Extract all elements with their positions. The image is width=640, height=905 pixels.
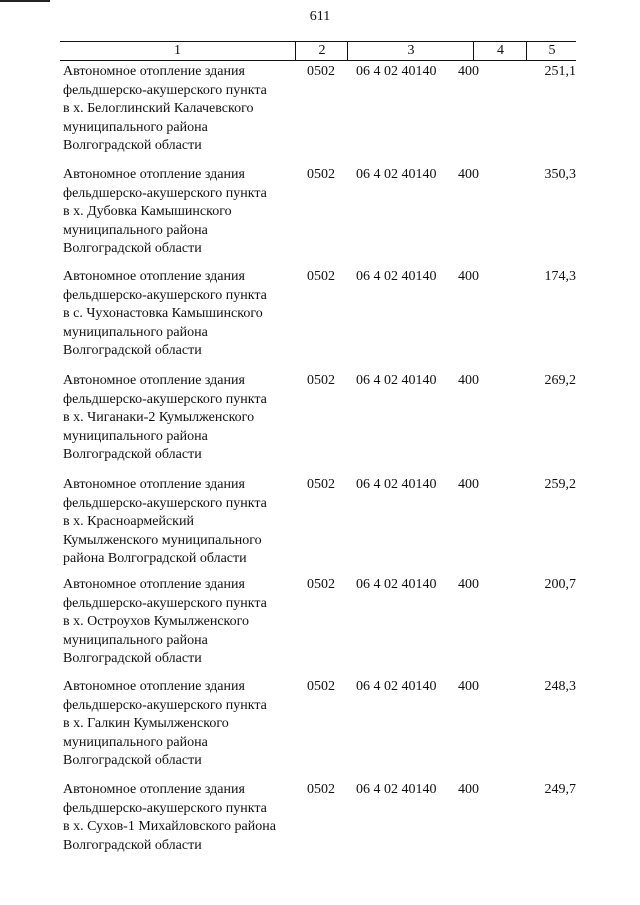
section-code: 0502 [307, 679, 335, 694]
expense-type-code: 400 [458, 64, 479, 79]
amount: 249,7 [544, 782, 576, 797]
column-header-3: 3 [347, 42, 474, 60]
amount: 200,7 [544, 577, 576, 592]
row-description: Автономное отопление здания фельдшерско-акушерского пункта в с. Чухонастовка Камышинского муниципального района Волгоградской области [63, 269, 267, 358]
amount: 174,3 [544, 269, 576, 284]
section-code: 0502 [307, 64, 335, 79]
row-description: Автономное отопление здания фельдшерско-акушерского пункта в х. Чиганаки-2 Кумылженского муниципального района Волгоградской области [63, 373, 267, 462]
row-description: Автономное отопление здания фельдшерско-акушерского пункта в х. Белоглинский Калачевского муниципального района Волгоградской области [63, 64, 267, 153]
section-code: 0502 [307, 269, 335, 284]
section-code: 0502 [307, 167, 335, 182]
row-description: Автономное отопление здания фельдшерско-акушерского пункта в х. Дубовка Камышинского муниципального района Волгоградской области [63, 167, 267, 256]
section-code: 0502 [307, 373, 335, 388]
column-header-2: 2 [295, 42, 348, 60]
amount: 350,3 [544, 167, 576, 182]
amount: 248,3 [544, 679, 576, 694]
target-article-code: 06 4 02 40140 [356, 64, 437, 79]
target-article-code: 06 4 02 40140 [356, 373, 437, 388]
row-description: Автономное отопление здания фельдшерско-акушерского пункта в х. Галкин Кумылженского муниципального района Волгоградской области [63, 679, 267, 768]
target-article-code: 06 4 02 40140 [356, 577, 437, 592]
column-header-5: 5 [526, 42, 577, 60]
expense-type-code: 400 [458, 269, 479, 284]
column-header-4: 4 [473, 42, 527, 60]
table-header [60, 42, 576, 61]
target-article-code: 06 4 02 40140 [356, 477, 437, 492]
target-article-code: 06 4 02 40140 [356, 679, 437, 694]
section-code: 0502 [307, 577, 335, 592]
corner-mark [0, 0, 50, 2]
row-description: Автономное отопление здания фельдшерско-акушерского пункта в х. Красноармейский Кумылженского муниципального района Волгоградской области [63, 477, 267, 566]
target-article-code: 06 4 02 40140 [356, 782, 437, 797]
target-article-code: 06 4 02 40140 [356, 269, 437, 284]
expense-type-code: 400 [458, 477, 479, 492]
row-description: Автономное отопление здания фельдшерско-акушерского пункта в х. Остроухов Кумылженского муниципального района Волгоградской области [63, 577, 267, 666]
expense-type-code: 400 [458, 577, 479, 592]
column-header-1: 1 [174, 43, 181, 58]
expense-type-code: 400 [458, 679, 479, 694]
target-article-code: 06 4 02 40140 [356, 167, 437, 182]
expense-type-code: 400 [458, 782, 479, 797]
page-number: 611 [309, 9, 331, 24]
row-description: Автономное отопление здания фельдшерско-акушерского пункта в х. Сухов-1 Михайловского района Волгоградской области [63, 782, 276, 853]
expense-type-code: 400 [458, 373, 479, 388]
amount: 269,2 [544, 373, 576, 388]
amount: 259,2 [544, 477, 576, 492]
expense-type-code: 400 [458, 167, 479, 182]
section-code: 0502 [307, 477, 335, 492]
amount: 251,1 [544, 64, 576, 79]
section-code: 0502 [307, 782, 335, 797]
